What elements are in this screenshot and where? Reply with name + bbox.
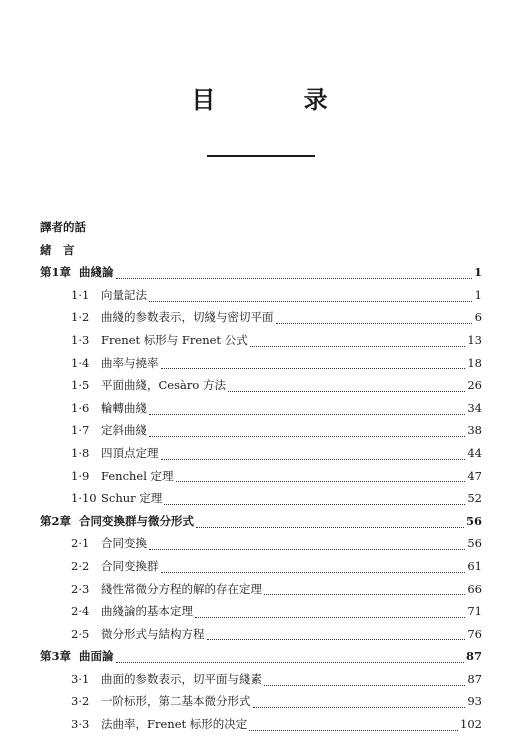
toc-number: 1·1 [71, 287, 90, 302]
toc-label: 曲綫論 [79, 265, 114, 280]
dot-leader [149, 301, 472, 302]
dot-leader [264, 594, 465, 595]
toc-page-number: 66 [467, 581, 482, 596]
toc-label: 合同变換群 [101, 558, 159, 573]
toc-page-number: 26 [467, 378, 482, 393]
toc-page-number: 18 [467, 355, 482, 370]
dot-leader [195, 617, 465, 618]
toc-number: 1·10 [71, 491, 97, 506]
title-underline [207, 155, 315, 157]
toc-section-row [40, 422, 482, 445]
toc-section-row [40, 558, 482, 581]
toc-number: 2·3 [71, 581, 90, 596]
toc-section-row [40, 603, 482, 626]
toc-section-row [40, 490, 482, 513]
toc-page-number: 1 [473, 265, 482, 280]
toc-label: 曲面論 [79, 649, 114, 664]
dot-leader [228, 391, 465, 392]
toc-number: 2·5 [71, 626, 90, 641]
toc-chapter-row [40, 264, 482, 287]
dot-leader [161, 368, 466, 369]
toc-section-row [40, 535, 482, 558]
toc-page-number: 56 [465, 513, 482, 528]
table-of-contents [40, 219, 482, 739]
dot-leader [276, 323, 473, 324]
dot-leader [116, 662, 464, 663]
toc-entries [40, 264, 482, 738]
toc-number: 3·1 [71, 671, 90, 686]
dot-leader [161, 572, 466, 573]
toc-section-row [40, 309, 482, 332]
toc-label: 輪轉曲綫 [101, 400, 147, 415]
dot-leader [196, 527, 464, 528]
toc-page-number: 102 [460, 717, 482, 732]
dot-leader [264, 685, 465, 686]
toc-number: 2·2 [71, 558, 90, 573]
toc-label: 法曲率，Frenet 标形的决定 [101, 717, 248, 732]
toc-page-number: 93 [467, 694, 482, 709]
toc-number: 3·2 [71, 694, 90, 709]
dot-leader [149, 436, 465, 437]
toc-chapter-row [40, 513, 482, 536]
toc-section-row [40, 287, 482, 310]
toc-page-number: 87 [467, 671, 482, 686]
toc-section-row [40, 671, 482, 694]
toc-page-number: 38 [467, 423, 482, 438]
toc-page-number: 34 [467, 400, 482, 415]
toc-section-row [40, 581, 482, 604]
toc-label: 緒 言 [40, 242, 75, 257]
toc-chapter-row [40, 648, 482, 671]
toc-label: 平面曲綫，Cesàro 方法 [101, 378, 226, 393]
toc-page-number: 1 [474, 287, 482, 302]
toc-section-row [40, 445, 482, 468]
toc-number: 1·3 [71, 332, 90, 347]
toc-page-number: 52 [467, 491, 482, 506]
toc-label: 向量記法 [101, 287, 147, 302]
toc-number: 2·1 [71, 536, 90, 551]
toc-label: 微分形式与結构方程 [101, 626, 205, 641]
toc-number: 1·2 [71, 310, 90, 325]
dot-leader [176, 481, 466, 482]
dot-leader [253, 707, 466, 708]
toc-number: 2·4 [71, 604, 90, 619]
toc-page-number: 47 [467, 468, 482, 483]
toc-section-row [40, 355, 482, 378]
toc-number: 第1章 [40, 265, 72, 280]
toc-number: 1·6 [71, 400, 90, 415]
toc-label: Fenchel 定理 [101, 468, 174, 483]
toc-page-number: 61 [467, 558, 482, 573]
toc-section-row [40, 468, 482, 491]
toc-page-number: 44 [467, 445, 482, 460]
toc-label: 曲綫論的基本定理 [101, 604, 193, 619]
toc-label: 譯者的話 [40, 220, 86, 234]
toc-number: 1·7 [71, 423, 90, 438]
toc-number: 1·4 [71, 355, 90, 370]
toc-label: Schur 定理 [101, 491, 163, 506]
dot-leader [149, 414, 465, 415]
toc-label: 定斜曲綫 [101, 423, 147, 438]
toc-page-number: 87 [465, 649, 482, 664]
toc-label: 曲率与撓率 [101, 355, 159, 370]
dot-leader [249, 730, 458, 731]
toc-number: 1·5 [71, 378, 90, 393]
toc-page-number: 56 [467, 536, 482, 551]
toc-page-number: 6 [474, 310, 482, 325]
toc-label: 曲面的参数表示，切平面与綫素 [101, 671, 262, 686]
toc-label: 一阶标形，第二基本微分形式 [101, 694, 251, 709]
dot-leader [250, 346, 466, 347]
toc-front-translator-note [40, 219, 482, 242]
toc-section-row [40, 716, 482, 739]
toc-number: 1·9 [71, 468, 90, 483]
dot-leader [164, 504, 465, 505]
dot-leader [161, 459, 466, 460]
toc-section-row [40, 377, 482, 400]
toc-number: 第2章 [40, 513, 72, 528]
toc-label: Frenet 标形与 Frenet 公式 [101, 332, 248, 347]
toc-page-number: 76 [467, 626, 482, 641]
toc-section-row [40, 626, 482, 649]
toc-section-row [40, 693, 482, 716]
toc-section-row [40, 400, 482, 423]
toc-label: 曲綫的参数表示，切綫与密切平面 [101, 310, 274, 325]
toc-number: 3·3 [71, 717, 90, 732]
dot-leader [116, 278, 472, 279]
toc-page-number: 71 [467, 604, 482, 619]
toc-section-row [40, 332, 482, 355]
toc-label: 合同变換群与微分形式 [79, 513, 195, 528]
toc-number: 1·8 [71, 445, 90, 460]
page-title: 目 录 [191, 85, 368, 114]
toc-number: 第3章 [40, 649, 72, 664]
toc-label: 四頂点定理 [101, 445, 159, 460]
dot-leader [149, 549, 465, 550]
toc-front-introduction [40, 242, 482, 265]
toc-page-number: 13 [467, 332, 482, 347]
toc-label: 合同变換 [101, 536, 147, 551]
dot-leader [207, 639, 466, 640]
toc-label: 綫性常微分方程的解的存在定理 [101, 581, 262, 596]
